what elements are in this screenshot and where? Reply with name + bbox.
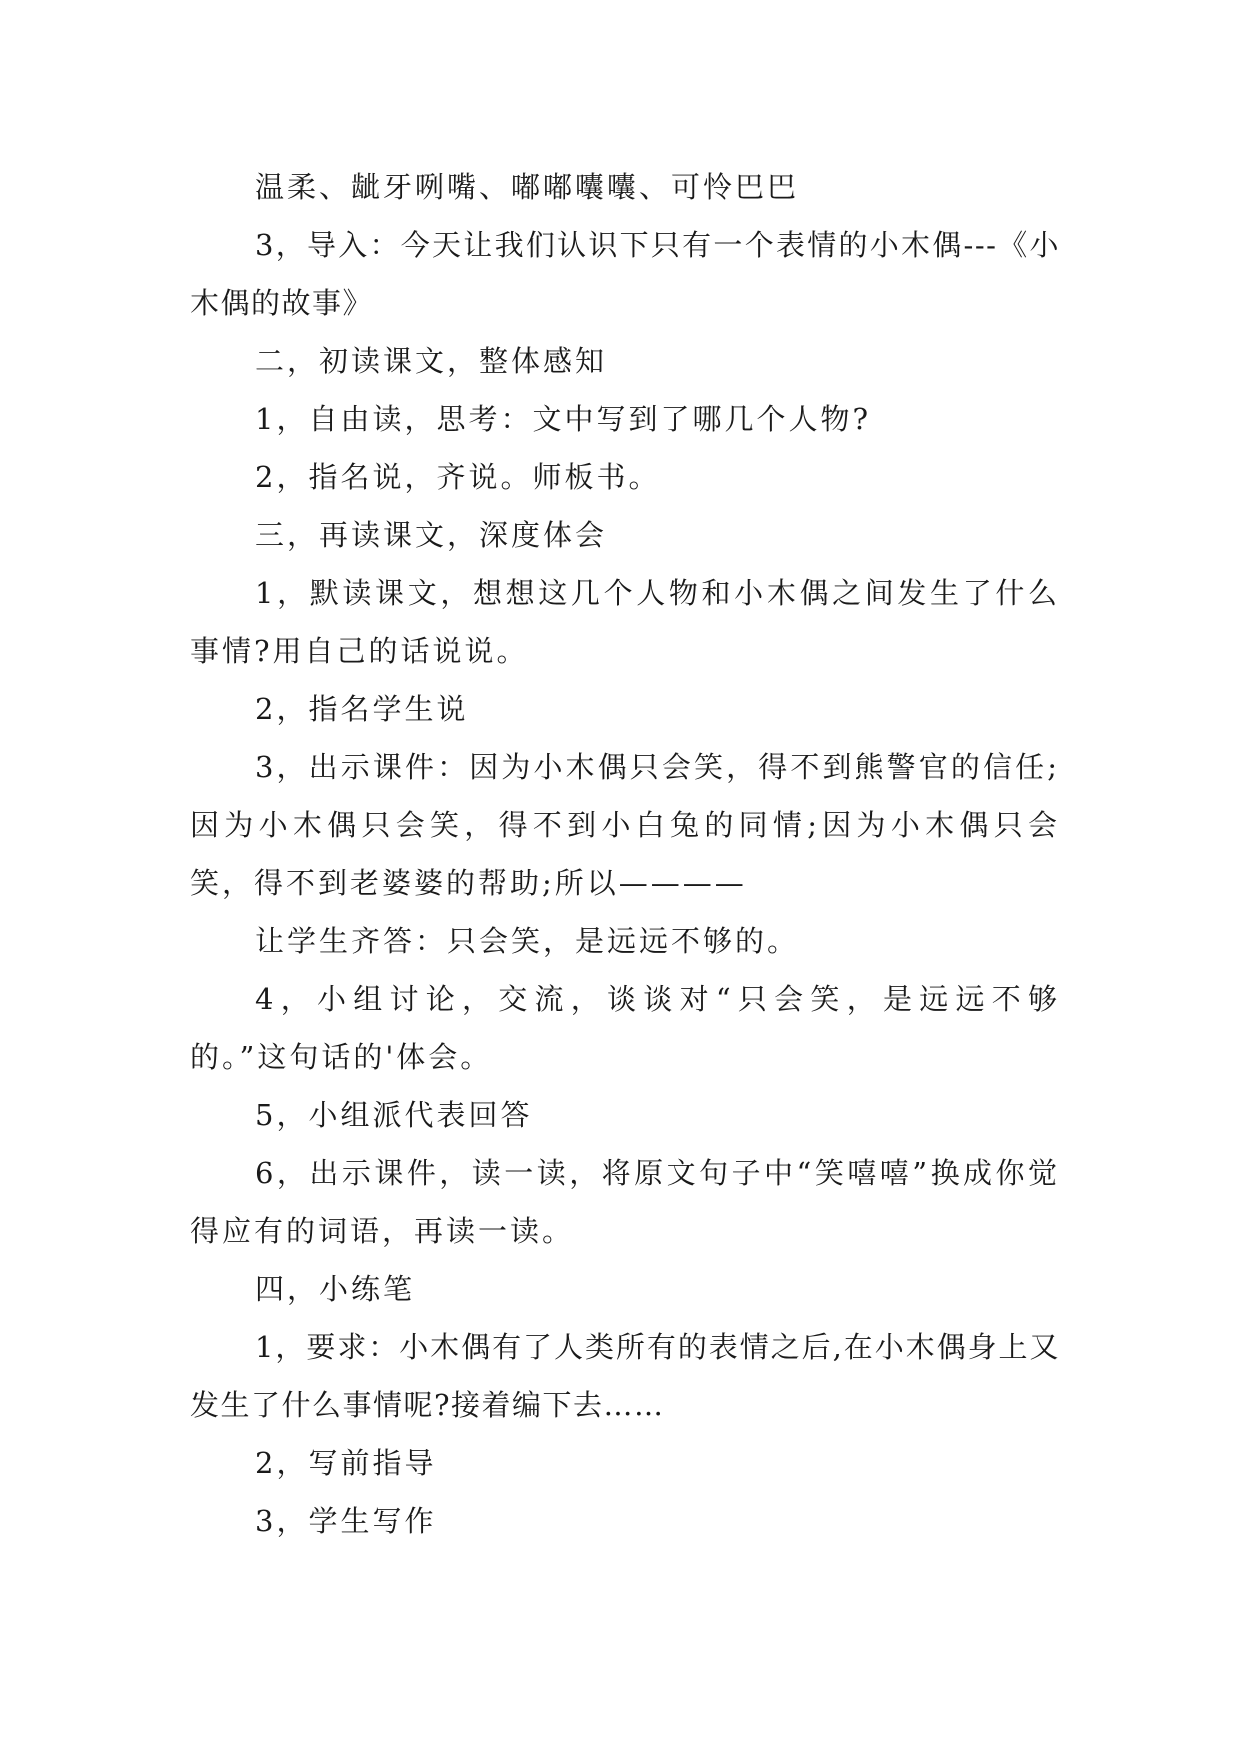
paragraph-writing-guidance: 2，写前指导	[255, 1446, 437, 1480]
paragraph-student-writing: 3，学生写作	[255, 1504, 437, 1538]
paragraph-student-speak: 2，指名学生说	[255, 692, 469, 726]
paragraph-writing-requirement: 1，要求：小木偶有了人类所有的表情之后,在小木偶身上又发生了什么事情呢?接着编下去……	[190, 1330, 1060, 1422]
document-body	[190, 158, 1060, 1550]
section-heading-2: 二，初读课文，整体感知	[255, 344, 608, 378]
paragraph-replace-words: 6，出示课件，读一读，将原文句子中“笑嘻嘻”换成你觉得应有的词语，再读一读。	[190, 1156, 1060, 1248]
paragraph-intro-step-3: 3，导入：今天让我们认识下只有一个表情的小木偶---《小木偶的故事》	[190, 228, 1060, 320]
paragraph-class-answer: 让学生齐答：只会笑，是远远不够的。	[255, 924, 800, 958]
section-heading-4: 四，小练笔	[255, 1272, 416, 1306]
paragraph-group-answer: 5，小组派代表回答	[255, 1098, 533, 1132]
paragraph-naming: 2，指名说，齐说。师板书。	[255, 460, 661, 494]
paragraph-group-discussion: 4，小组讨论，交流，谈谈对“只会笑，是远远不够的。”这句话的'体会。	[190, 982, 1060, 1074]
paragraph-free-reading: 1，自由读，思考：文中写到了哪几个人物?	[255, 402, 871, 436]
section-heading-3: 三，再读课文，深度体会	[255, 518, 608, 552]
paragraph-silent-reading: 1，默读课文，想想这几个人物和小木偶之间发生了什么事情?用自己的话说说。	[190, 576, 1060, 668]
paragraph-courseware: 3，出示课件：因为小木偶只会笑，得不到熊警官的信任;因为小木偶只会笑，得不到小白兔的同情;因为小木偶只会笑，得不到老婆婆的帮助;所以————	[190, 750, 1060, 900]
paragraph-expressions: 温柔、龇牙咧嘴、嘟嘟囔囔、可怜巴巴	[255, 170, 800, 204]
